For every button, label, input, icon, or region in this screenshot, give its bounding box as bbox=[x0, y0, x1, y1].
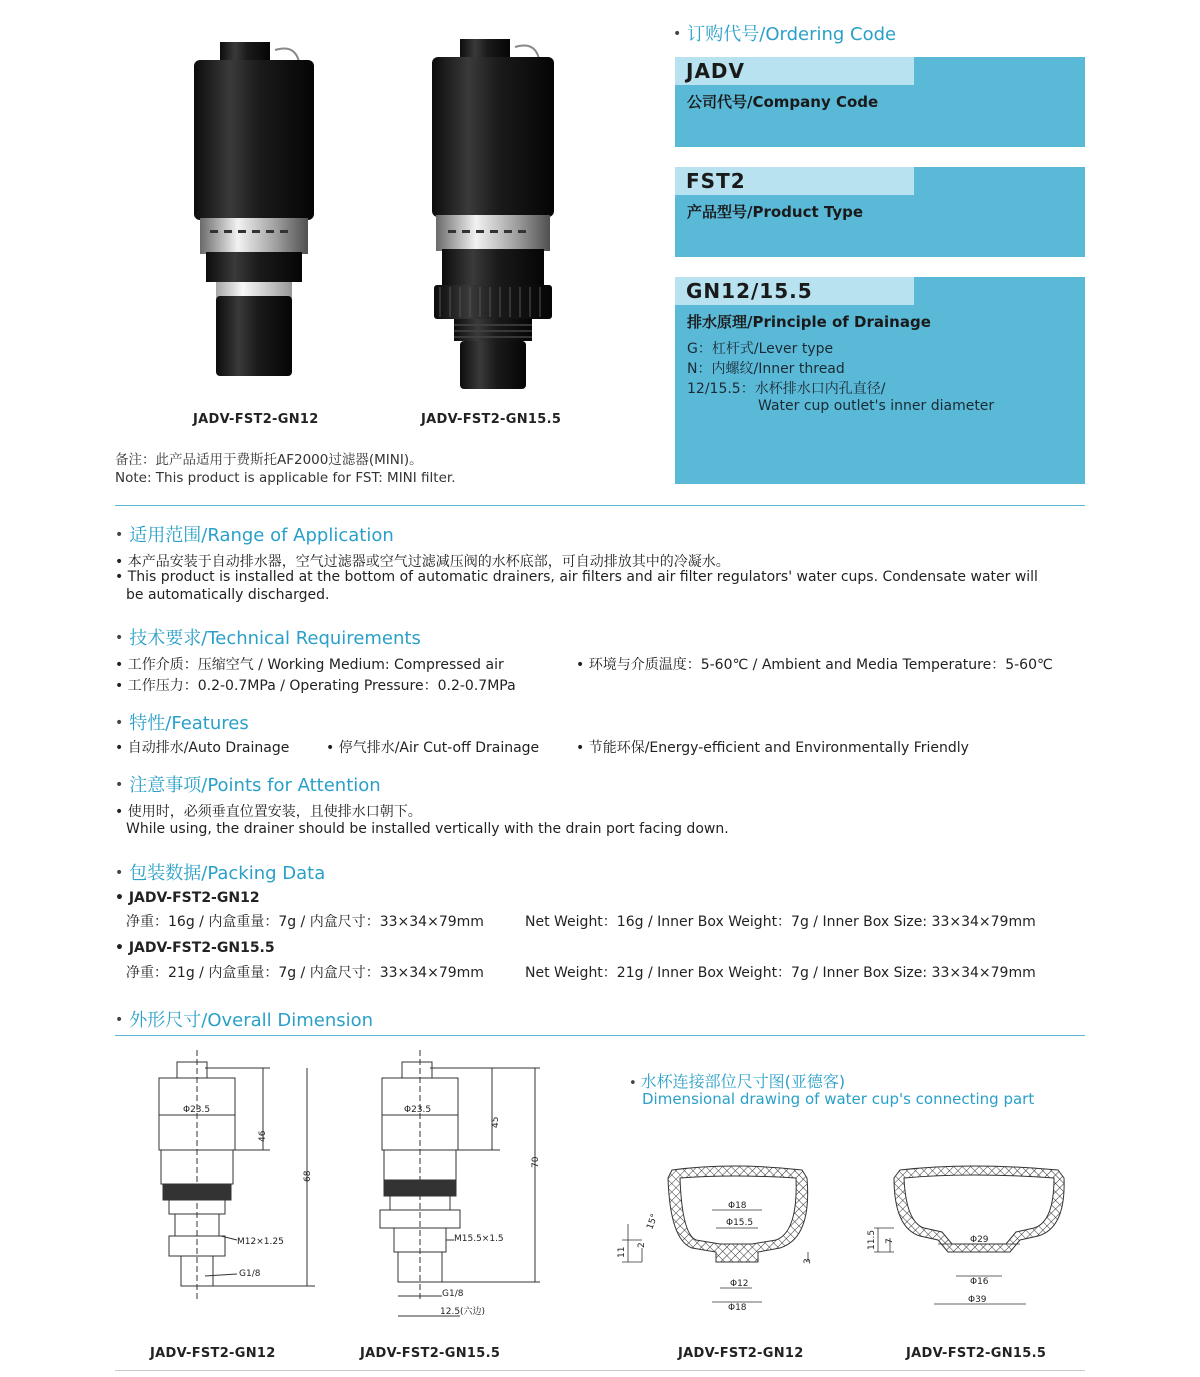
dim-caption: JADV-FST2-GN12 bbox=[678, 1346, 804, 1361]
cup-h-c: 3 bbox=[803, 1258, 813, 1264]
product-caption-gn15: JADV-FST2-GN15.5 bbox=[421, 412, 562, 427]
range-heading: • 适用范围/Range of Application bbox=[115, 525, 394, 546]
packing-heading: • 包装数据/Packing Data bbox=[115, 863, 326, 884]
cup-d-mid: Φ15.5 bbox=[726, 1218, 754, 1228]
cup-angle: 15° bbox=[645, 1212, 661, 1232]
attention-heading: • 注意事项/Points for Attention bbox=[115, 775, 381, 796]
ordering-code: FST2 bbox=[675, 167, 914, 195]
cup-title-en: Dimensional drawing of water cup's connecting part bbox=[642, 1090, 1035, 1108]
feature-item: • 自动排水/Auto Drainage bbox=[115, 740, 290, 756]
packing-model: • JADV-FST2-GN15.5 bbox=[115, 940, 275, 956]
ordering-line: Water cup outlet's inner diameter bbox=[758, 398, 995, 414]
dim-caption: JADV-FST2-GN12 bbox=[150, 1346, 276, 1361]
ordering-line: N：内螺纹/Inner thread bbox=[687, 361, 845, 377]
cup-d-top: Φ18 bbox=[728, 1201, 747, 1211]
feature-item: • 节能环保/Energy-efficient and Environmentally Friendly bbox=[576, 740, 969, 756]
dimension-heading: • 外形尺寸/Overall Dimension bbox=[115, 1010, 374, 1031]
ordering-label: 公司代号/Company Code bbox=[687, 93, 879, 111]
dim-height-1: 46 bbox=[258, 1130, 268, 1142]
ordering-line: 12/15.5：水杯排水口内孔直径/ bbox=[687, 381, 886, 397]
product-photo-gn12 bbox=[180, 38, 330, 393]
dim-thread: M12×1.25 bbox=[237, 1237, 284, 1247]
product-photo-gn15 bbox=[420, 35, 570, 395]
range-line-en-2: be automatically discharged. bbox=[126, 587, 330, 603]
product-caption-gn12: JADV-FST2-GN12 bbox=[193, 412, 319, 427]
dim-caption: JADV-FST2-GN15.5 bbox=[906, 1346, 1047, 1361]
ordering-label: 排水原理/Principle of Drainage bbox=[687, 313, 931, 331]
tech-heading: • 技术要求/Technical Requirements bbox=[115, 628, 421, 649]
packing-en: Net Weight：16g / Inner Box Weight：7g / Inner Box Size: 33×34×79mm bbox=[525, 914, 1036, 930]
cup-drawing-gn15 bbox=[860, 1158, 1070, 1318]
dimension-drawing-gn15 bbox=[370, 1050, 555, 1320]
dim-height-2: 68 bbox=[303, 1170, 313, 1182]
note-en: Note: This product is applicable for FST: MINI filter. bbox=[115, 470, 456, 486]
ordering-label: 产品型号/Product Type bbox=[687, 203, 864, 221]
cup-d-in: Φ16 bbox=[970, 1277, 989, 1287]
tech-pressure: • 工作压力：0.2-0.7MPa / Operating Pressure：0.2-0.7MPa bbox=[115, 678, 516, 694]
dim-diameter: Φ23.5 bbox=[183, 1105, 211, 1115]
dim-height-2: 70 bbox=[531, 1156, 541, 1168]
cup-h-a: 2 bbox=[637, 1242, 647, 1248]
attention-en: While using, the drainer should be installed vertically with the drain port facing down. bbox=[126, 821, 729, 837]
range-line-cn: • 本产品安装于自动排水器，空气过滤器或空气过滤减压阀的水杯底部，可自动排放其中的冷凝水。 bbox=[115, 554, 730, 570]
tech-medium: • 工作介质：压缩空气 / Working Medium: Compressed air bbox=[115, 657, 504, 673]
features-heading: • 特性/Features bbox=[115, 713, 249, 734]
dim-port: G1/8 bbox=[442, 1289, 464, 1299]
divider bbox=[115, 1370, 1085, 1371]
dim-height-1: 45 bbox=[491, 1116, 501, 1128]
range-line-en: • This product is installed at the bottom of automatic drainers, air filters and air filter regulators' water cups. Condensate water will bbox=[115, 569, 1038, 585]
ordering-box-drainage bbox=[675, 277, 1085, 484]
dim-hex: 12.5(六边) bbox=[440, 1307, 486, 1317]
divider bbox=[115, 505, 1085, 506]
ordering-box-company bbox=[675, 57, 1085, 147]
divider bbox=[115, 1035, 1085, 1036]
cup-d-in: Φ12 bbox=[730, 1279, 749, 1289]
dim-thread: M15.5×1.5 bbox=[454, 1234, 504, 1244]
ordering-box-product bbox=[675, 167, 1085, 257]
attention-cn: • 使用时，必须垂直位置安装，且使排水口朝下。 bbox=[115, 804, 422, 820]
cup-d-top: Φ29 bbox=[970, 1235, 989, 1245]
packing-cn: 净重：16g / 内盒重量：7g / 内盒尺寸：33×34×79mm bbox=[126, 914, 484, 930]
cup-drawing-gn12 bbox=[612, 1158, 827, 1318]
ordering-code: JADV bbox=[675, 57, 914, 85]
cup-h-a: 7 bbox=[885, 1238, 895, 1244]
packing-cn: 净重：21g / 内盒重量：7g / 内盒尺寸：33×34×79mm bbox=[126, 965, 484, 981]
dimension-drawing-gn12 bbox=[145, 1050, 330, 1310]
cup-d-bot: Φ39 bbox=[968, 1295, 987, 1305]
cup-title-cn: • 水杯连接部位尺寸图(亚德客) bbox=[629, 1072, 846, 1091]
dim-caption: JADV-FST2-GN15.5 bbox=[360, 1346, 501, 1361]
cup-h-b: 11.5 bbox=[867, 1229, 877, 1250]
packing-en: Net Weight：21g / Inner Box Weight：7g / Inner Box Size: 33×34×79mm bbox=[525, 965, 1036, 981]
ordering-code: GN12/15.5 bbox=[675, 277, 914, 305]
feature-item: • 停气排水/Air Cut-off Drainage bbox=[326, 740, 540, 756]
ordering-line: G：杠杆式/Lever type bbox=[687, 341, 834, 357]
ordering-heading: • 订购代号/Ordering Code bbox=[673, 24, 897, 45]
product-note bbox=[115, 451, 456, 487]
dim-port: G1/8 bbox=[239, 1269, 261, 1279]
cup-d-bot: Φ18 bbox=[728, 1303, 747, 1313]
note-cn: 备注：此产品适用于费斯托AF2000过滤器(MINI)。 bbox=[115, 452, 423, 468]
dim-diameter: Φ23.5 bbox=[404, 1105, 432, 1115]
packing-model: • JADV-FST2-GN12 bbox=[115, 890, 260, 906]
tech-temp: • 环境与介质温度：5-60℃ / Ambient and Media Temperature：5-60℃ bbox=[576, 657, 1053, 673]
cup-h-b: 11 bbox=[617, 1246, 627, 1258]
